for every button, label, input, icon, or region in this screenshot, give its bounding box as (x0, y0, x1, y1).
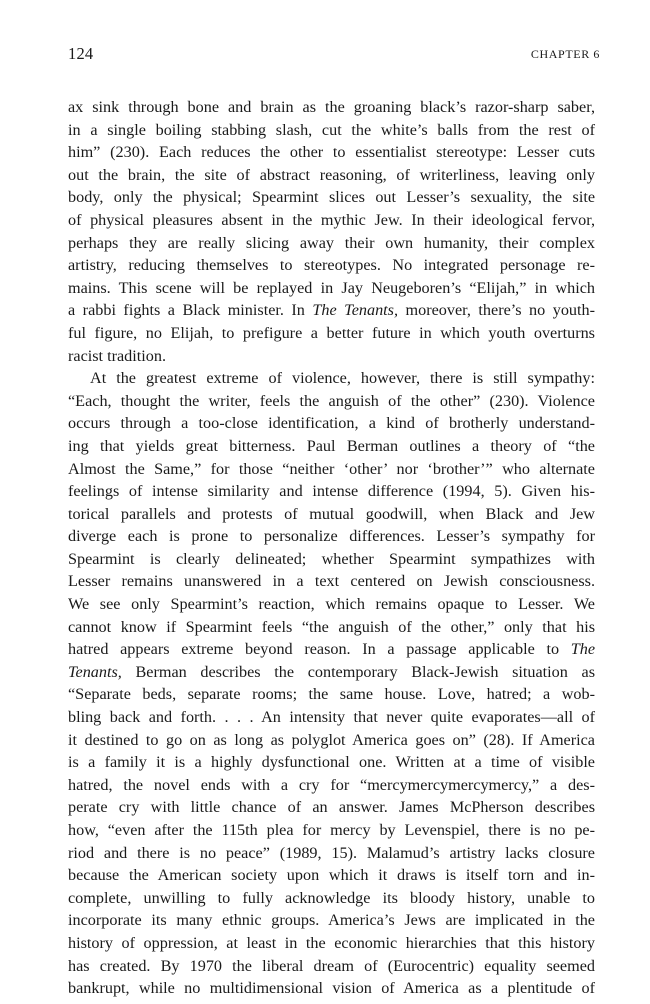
text-segment: incorporate its many ethnic groups. America’s Jews are implicated in the (68, 911, 595, 930)
text-segment: is a family it is a highly dysfunctional one. Written at a time of visible (68, 753, 595, 772)
text-line (68, 774, 595, 797)
text-line (68, 232, 595, 255)
text-segment: moreover, there’s no youth- (398, 301, 596, 320)
text-segment: diverge each is prone to personalize differences. Lesser’s sympathy for (68, 527, 595, 546)
body-text (68, 96, 595, 1000)
text-line (68, 593, 595, 616)
text-line (68, 932, 595, 955)
text-segment: it destined to go on as long as polyglot America goes on” (28). If America (68, 730, 595, 749)
text-segment: ful figure, no Elijah, to prefigure a better future in which youth overturns (68, 323, 595, 342)
text-segment: perate cry with little chance of an answer. James McPherson describes (68, 798, 595, 817)
text-segment: Berman describes the contemporary Black-Jewish situation as (121, 662, 595, 681)
text-segment: feelings of intense similarity and intense difference (1994, 5). Given his- (68, 482, 595, 501)
text-line (68, 503, 595, 526)
text-segment: body, only the physical; Spearmint slices out Lesser’s sexuality, the site (68, 188, 595, 207)
italic-title: Tenants, (68, 662, 122, 681)
text-line (68, 683, 595, 706)
italic-title: The (570, 640, 595, 659)
italic-title: The Tenants, (312, 301, 399, 320)
text-segment: a rabbi fights a Black minister. In (68, 301, 313, 320)
text-line (68, 638, 595, 661)
text-line (68, 322, 595, 345)
text-segment: torical parallels and protests of mutual goodwill, when Black and Jew (68, 504, 595, 523)
text-line (68, 141, 595, 164)
text-segment: has created. By 1970 the liberal dream of (Eurocentric) equality seemed (68, 956, 595, 975)
text-line (68, 525, 595, 548)
text-segment: bling back and forth. . . . An intensity that never quite evaporates—all of (68, 708, 595, 727)
text-line (68, 706, 595, 729)
text-line (68, 209, 595, 232)
text-segment: artistry, reducing themselves to stereotypes. No integrated personage re- (68, 256, 595, 275)
text-segment: complete, unwilling to fully acknowledge its bloody history, unable to (68, 888, 595, 907)
text-line (68, 254, 595, 277)
text-segment: cannot know if Spearmint feels “the anguish of the other,” only that his (68, 617, 595, 636)
text-line (68, 616, 595, 639)
text-segment: We see only Spearmint’s reaction, which remains opaque to Lesser. We (68, 595, 595, 614)
text-segment: “Separate beds, separate rooms; the same house. Love, hatred; a wob- (68, 685, 595, 704)
text-segment: Lesser remains unanswered in a text centered on Jewish consciousness. (68, 572, 595, 591)
text-line (68, 751, 595, 774)
running-head (68, 44, 600, 66)
text-segment: riod and there is no peace” (1989, 15). Malamud’s artistry lacks closure (68, 843, 595, 862)
text-segment: occurs through a too-close identification, a kind of brotherly understand- (68, 414, 595, 433)
text-line (68, 435, 595, 458)
text-line (68, 842, 595, 865)
text-line (68, 390, 595, 413)
text-line (68, 119, 595, 142)
text-segment: “Each, thought the writer, feels the anguish of the other” (230). Violence (68, 391, 595, 410)
text-line (68, 977, 595, 1000)
text-segment: out the brain, the site of abstract reasoning, of writerliness, leaving only (68, 165, 595, 184)
text-segment: of physical pleasures absent in the mythic Jew. In their ideological fervor, (68, 210, 595, 229)
text-line (68, 729, 595, 752)
text-segment: Almost the Same,” for those “neither ‘other’ nor ‘brother’” who alternate (68, 459, 595, 478)
text-line (68, 299, 595, 322)
text-line (68, 819, 595, 842)
text-line (68, 345, 595, 368)
text-segment: racist tradition. (68, 346, 166, 365)
text-line (68, 796, 595, 819)
text-segment: hatred, the novel ends with a cry for “mercymercymercymercy,” a des- (68, 775, 595, 794)
text-line (68, 909, 595, 932)
text-line (68, 887, 595, 910)
text-line (68, 96, 595, 119)
chapter-label: CHAPTER 6 (530, 47, 600, 61)
text-line (68, 458, 595, 481)
text-line (68, 367, 595, 390)
text-segment: ax sink through bone and brain as the groaning black’s razor-sharp saber, (68, 98, 595, 116)
text-segment: him” (230). Each reduces the other to essentialist stereotype: Lesser cuts (68, 143, 595, 162)
text-segment: how, “even after the 115th plea for mercy by Levenspiel, there is no pe- (68, 821, 595, 839)
text-line (68, 412, 595, 435)
text-segment: in a single boiling stabbing slash, cut the white’s balls from the rest of (68, 120, 595, 139)
text-line (68, 955, 595, 978)
text-line (68, 548, 595, 571)
text-segment: ing that yields great bitterness. Paul Berman outlines a theory of “the (68, 436, 595, 455)
text-segment: bankrupt, while no multidimensional vision of America as a plentitude of (68, 979, 595, 998)
page-number: 124 (68, 44, 94, 63)
text-line (68, 164, 595, 187)
text-line (68, 277, 595, 300)
text-line (68, 661, 595, 684)
text-segment: At the greatest extreme of violence, however, there is still sympathy: (90, 369, 595, 388)
text-line (68, 570, 595, 593)
text-segment: mains. This scene will be replayed in Jay Neugeboren’s “Elijah,” in which (68, 278, 595, 297)
text-segment: history of oppression, at least in the economic hierarchies that this history (68, 933, 595, 952)
text-segment: Spearmint is clearly delineated; whether Spearmint sympathizes with (68, 549, 595, 568)
text-line (68, 186, 595, 209)
text-segment: perhaps they are really slicing away their own humanity, their complex (68, 233, 595, 252)
text-line (68, 480, 595, 503)
text-segment: because the American society upon which it draws is itself torn and in- (68, 866, 595, 885)
text-line (68, 864, 595, 887)
text-segment: hatred appears extreme beyond reason. In a passage applicable to (68, 640, 571, 659)
